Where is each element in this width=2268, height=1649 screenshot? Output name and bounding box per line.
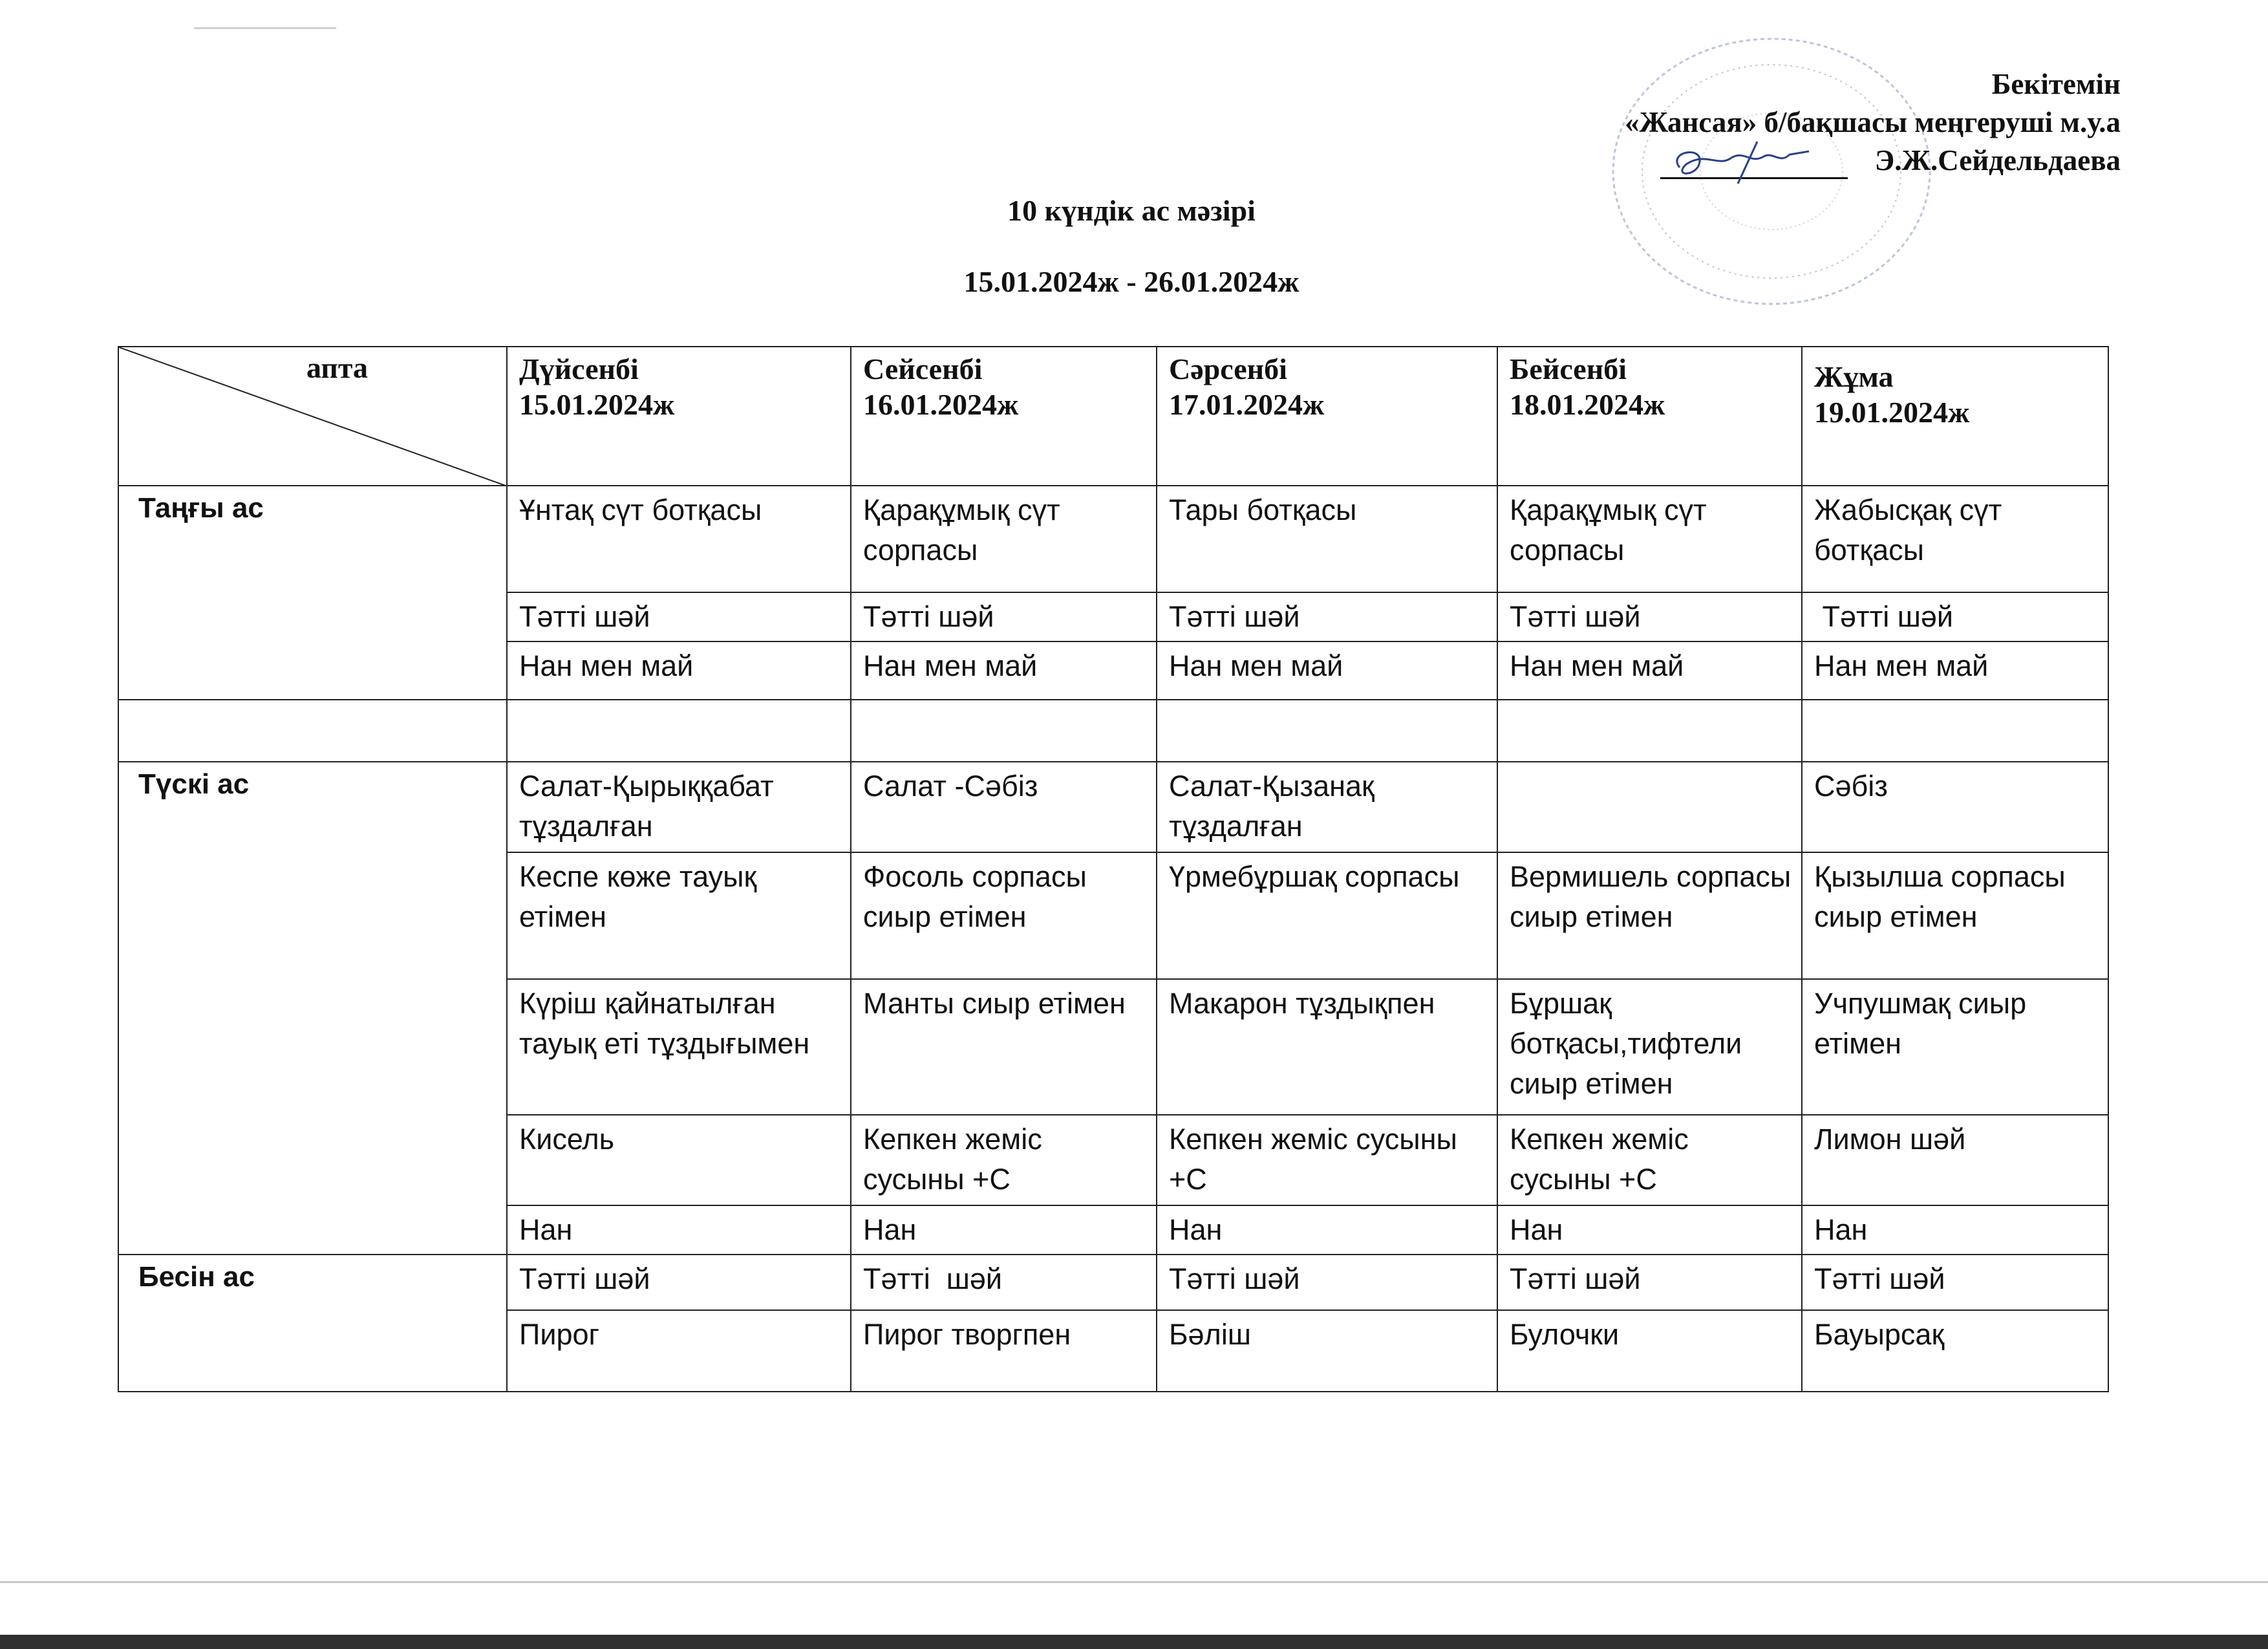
table-cell: Нан [1157, 1205, 1497, 1255]
menu-title-block [724, 193, 1539, 300]
table-cell: Қарақұмық сүт сорпасы [851, 486, 1157, 592]
table-cell: Нан [851, 1205, 1157, 1255]
table-cell: Тәтті шәй [507, 1255, 851, 1310]
table-cell: Салат-Қырыққабат тұздалған [507, 762, 851, 852]
table-cell: Кепкен жеміс сусыны +С [851, 1115, 1157, 1205]
day-header-friday [1802, 347, 2108, 486]
table-cell: Тары ботқасы [1157, 486, 1497, 592]
table-cell: Ұнтақ сүт ботқасы [507, 486, 851, 592]
table-cell: Қызылша сорпасы сиыр етімен [1802, 852, 2108, 979]
table-cell: Лимон шәй [1802, 1115, 2108, 1205]
approval-title: Бекітемін [1991, 68, 2121, 100]
table-cell: Кеспе көже тауық етімен [507, 852, 851, 979]
menu-table [118, 346, 2109, 1392]
empty-cell [851, 700, 1157, 762]
table-cell: Кепкен жеміс сусыны +С [1157, 1115, 1497, 1205]
approval-signature-row [1280, 142, 2121, 179]
table-cell: Тәтті шәй [1497, 1255, 1802, 1310]
day-date: 19.01.2024ж [1814, 396, 1970, 429]
table-cell: Салат -Сәбіз [851, 762, 1157, 852]
scan-artifact-top [194, 27, 336, 29]
table-cell: Сәбіз [1802, 762, 2108, 852]
day-date: 15.01.2024ж [519, 388, 675, 421]
table-row [118, 486, 2108, 592]
table-cell: Пирог [507, 1310, 851, 1392]
approver-name: Э.Ж.Сейдельдаева [1874, 144, 2121, 177]
corner-label: апта [306, 351, 369, 384]
header-row [118, 347, 2108, 486]
table-cell: Тәтті шәй [1497, 592, 1802, 641]
day-name: Бейсенбі [1510, 352, 1627, 385]
meal-label-breakfast: Таңғы ас [118, 486, 507, 700]
empty-cell [1497, 700, 1802, 762]
table-cell: Салат-Қызанақ тұздалған [1157, 762, 1497, 852]
table-cell: Пирог творгпен [851, 1310, 1157, 1392]
table-cell: Бәліш [1157, 1310, 1497, 1392]
table-cell: Нан мен май [1802, 641, 2108, 700]
table-cell: Вермишель сорпасы сиыр етімен [1497, 852, 1802, 979]
table-cell: Нан мен май [1497, 641, 1802, 700]
meal-label-snack: Бесін ас [118, 1255, 507, 1392]
day-date: 18.01.2024ж [1510, 388, 1665, 421]
table-cell: Кепкен жеміс сусыны +С [1497, 1115, 1802, 1205]
corner-header-cell [118, 347, 507, 486]
day-header-monday [507, 347, 851, 486]
day-header-thursday [1497, 347, 1802, 486]
scan-edge [0, 1635, 2268, 1649]
approval-organization: «Жансая» б/бақшасы меңгеруші м.у.а [1625, 106, 2121, 138]
table-cell: Макарон тұздықпен [1157, 979, 1497, 1115]
table-cell: Нан [1802, 1205, 2108, 1255]
day-name: Сейсенбі [863, 352, 983, 385]
table-cell: Тәтті шәй [851, 592, 1157, 641]
table-cell: Тәтті шәй [851, 1255, 1157, 1310]
menu-period: 15.01.2024ж - 26.01.2024ж [963, 265, 1300, 298]
table-cell [1497, 762, 1802, 852]
empty-cell [507, 700, 851, 762]
day-name: Дүйсенбі [519, 352, 639, 385]
table-cell: Күріш қайнатылған тауық еті тұздығымен [507, 979, 851, 1115]
table-cell: Бауырсақ [1802, 1310, 2108, 1392]
table-row [118, 1255, 2108, 1310]
table-cell: Нан [1497, 1205, 1802, 1255]
signature-icon [1660, 138, 1848, 190]
table-cell: Нан мен май [851, 641, 1157, 700]
table-cell: Тәтті шәй [1157, 592, 1497, 641]
meal-label-lunch: Түскі ас [118, 762, 507, 1255]
day-name: Жұма [1814, 360, 1894, 393]
day-date: 17.01.2024ж [1169, 388, 1325, 421]
scan-artifact-bottom [0, 1581, 2268, 1583]
table-cell: Қарақұмық сүт сорпасы [1497, 486, 1802, 592]
table-cell: Тәтті шәй [1802, 592, 2108, 641]
table-cell: Булочки [1497, 1310, 1802, 1392]
table-cell: Тәтті шәй [1157, 1255, 1497, 1310]
day-date: 16.01.2024ж [863, 388, 1019, 421]
empty-cell [1157, 700, 1497, 762]
table-cell: Тәтті шәй [507, 592, 851, 641]
empty-row [118, 700, 2108, 762]
day-name: Сәрсенбі [1169, 352, 1287, 385]
table-cell: Манты сиыр етімен [851, 979, 1157, 1115]
table-row [118, 762, 2108, 852]
empty-cell [118, 700, 507, 762]
table-cell: Фосоль сорпасы сиыр етімен [851, 852, 1157, 979]
day-header-wednesday [1157, 347, 1497, 486]
approval-block [1280, 66, 2121, 179]
page-title: 10 күндік ас мәзірі [1007, 194, 1256, 227]
table-cell: Үрмебұршақ сорпасы [1157, 852, 1497, 979]
day-header-tuesday [851, 347, 1157, 486]
table-cell: Нан мен май [1157, 641, 1497, 700]
table-cell: Кисель [507, 1115, 851, 1205]
signature-line [1660, 144, 1848, 179]
table-cell: Бұршақ ботқасы,тифтели сиыр етімен [1497, 979, 1802, 1115]
table-cell: Нан [507, 1205, 851, 1255]
empty-cell [1802, 700, 2108, 762]
table-cell: Жабысқақ сүт ботқасы [1802, 486, 2108, 592]
table-cell: Учпушмақ сиыр етімен [1802, 979, 2108, 1115]
table-cell: Тәтті шәй [1802, 1255, 2108, 1310]
table-cell: Нан мен май [507, 641, 851, 700]
